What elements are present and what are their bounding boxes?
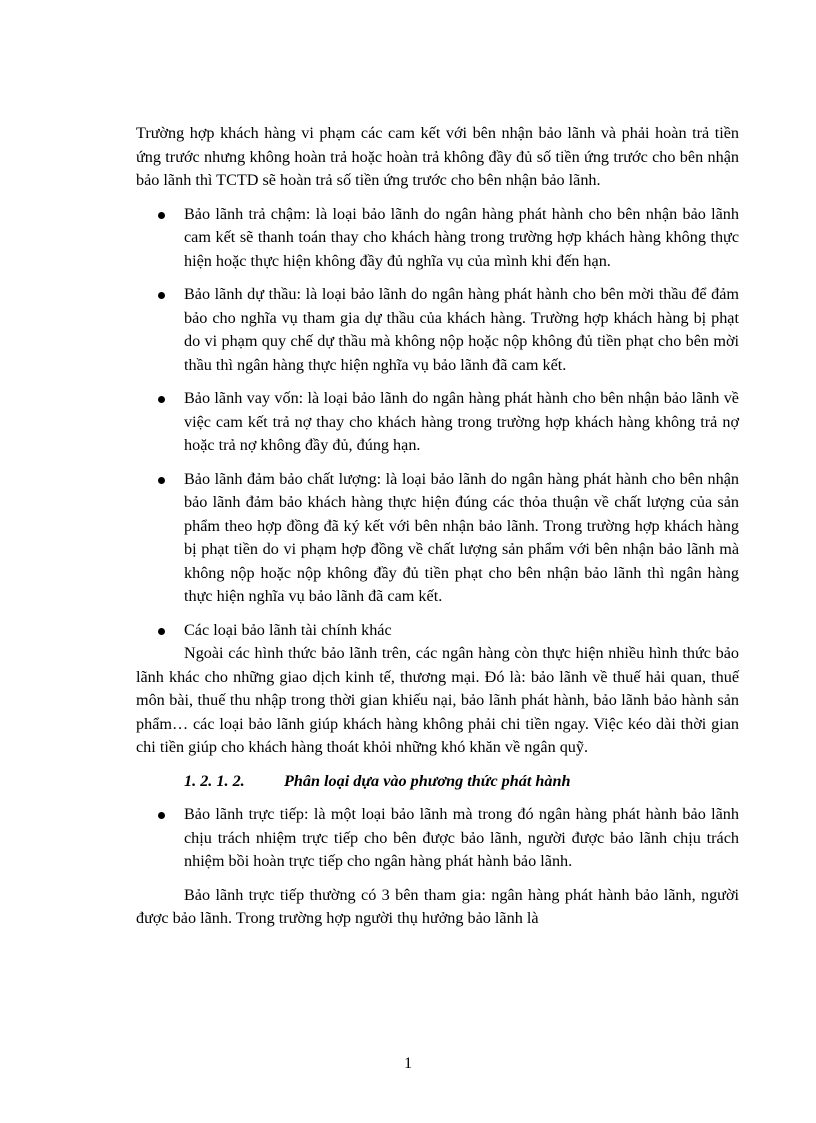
list-item bbox=[136, 468, 739, 609]
list-item-text: Bảo lãnh đảm bảo chất lượng: là loại bảo lãnh do ngân hàng phát hành cho bên nhận bảo lãnh đảm bảo khách hàng thực hiện đúng các thỏa thuận về chất lượng của sản phẩm theo hợp đồng đã ký kết với bên nhận bảo lãnh. Trong trường hợp khách hàng bị phạt tiền do vi phạm hợp đồng về chất lượng sản phẩm với bên nhận bảo lãnh mà không nộp hoặc nộp không đầy đủ tiền phạt cho bên nhận bảo lãnh thì ngân hàng thực hiện nghĩa vụ bảo lãnh đã cam kết. bbox=[184, 469, 739, 605]
list-item-text: Bảo lãnh trả chậm: là loại bảo lãnh do ngân hàng phát hành cho bên nhận bảo lãnh cam kết sẽ thanh toán thay cho khách hàng trong trường hợp khách hàng không thực hiện hoặc thực hiện không đầy đủ nghĩa vụ của mình khi đến hạn. bbox=[184, 204, 739, 270]
bullet-icon bbox=[158, 212, 165, 219]
list-item bbox=[136, 283, 739, 377]
other-guarantees-paragraph: Ngoài các hình thức bảo lãnh trên, các ngân hàng còn thực hiện nhiều hình thức bảo lãnh khác cho những giao dịch kinh tế, thương mại. Đó là: bảo lãnh về thuế hải quan, thuế môn bài, thuế thu nhập trong thời gian khiếu nại, bảo lãnh phát hành, bảo lãnh bảo hành sản phẩm… các loại bảo lãnh giúp khách hàng không phải chi tiền ngay. Việc kéo dài thời gian chi tiền giúp cho khách hàng thoát khỏi những khó khăn về ngân quỹ. bbox=[136, 644, 739, 756]
bullet-icon bbox=[158, 396, 165, 403]
list-item-text: Bảo lãnh dự thầu: là loại bảo lãnh do ngân hàng phát hành cho bên mời thầu để đảm bảo cho nghĩa vụ tham gia dự thầu của khách hàng. Trường hợp khách hàng bị phạt do vi phạm quy chế dự thầu mà không nộp hoặc nộp không đủ tiền phạt cho bên mời thầu thì ngân hàng thực hiện nghĩa vụ bảo lãnh đã cam kết. bbox=[184, 285, 739, 374]
section-number: 1. 2. 1. 2. bbox=[184, 771, 245, 790]
bullet-icon bbox=[158, 292, 165, 299]
bullet-icon bbox=[158, 628, 165, 635]
list-item bbox=[136, 387, 739, 458]
list-item-text: Bảo lãnh trực tiếp: là một loại bảo lãnh mà trong đó ngân hàng phát hành bảo lãnh chịu trách nhiệm trực tiếp cho bên được bảo lãnh, người được bảo lãnh chịu trách nhiệm bồi hoàn trực tiếp cho ngân hàng phát hành bảo lãnh. bbox=[184, 805, 739, 870]
list-item-text: Các loại bảo lãnh tài chính khác bbox=[184, 620, 392, 639]
page-number: 1 bbox=[403, 1054, 413, 1072]
list-item bbox=[136, 203, 739, 274]
list-item-text: Bảo lãnh vay vốn: là loại bảo lãnh do ngân hàng phát hành cho bên nhận bảo lãnh về việc cam kết trả nợ thay cho khách hàng trong trường hợp khách hàng không trả nợ hoặc trả nợ không đầy đủ, đúng hạn. bbox=[184, 389, 739, 454]
intro-paragraph: Trường hợp khách hàng vi phạm các cam kết với bên nhận bảo lãnh và phải hoàn trả tiền ứng trước nhưng không hoàn trả hoặc hoàn trả không đầy đủ số tiền ứng trước cho bên nhận bảo lãnh thì TCTD sẽ hoàn trả số tiền ứng trước cho bên nhận bảo lãnh. bbox=[136, 124, 739, 189]
document-body bbox=[136, 122, 739, 931]
list-item bbox=[136, 619, 739, 643]
issuance-types-list bbox=[136, 803, 739, 874]
list-item bbox=[136, 803, 739, 874]
bullet-icon bbox=[158, 477, 165, 484]
bullet-icon bbox=[158, 812, 165, 819]
guarantee-types-list bbox=[136, 203, 739, 643]
direct-guarantee-paragraph: Bảo lãnh trực tiếp thường có 3 bên tham gia: ngân hàng phát hành bảo lãnh, người được bảo lãnh. Trong trường hợp người thụ hưởng bảo lãnh là bbox=[136, 885, 739, 927]
section-title: Phân loại dựa vào phương thức phát hành bbox=[284, 771, 571, 790]
section-heading bbox=[136, 770, 739, 794]
